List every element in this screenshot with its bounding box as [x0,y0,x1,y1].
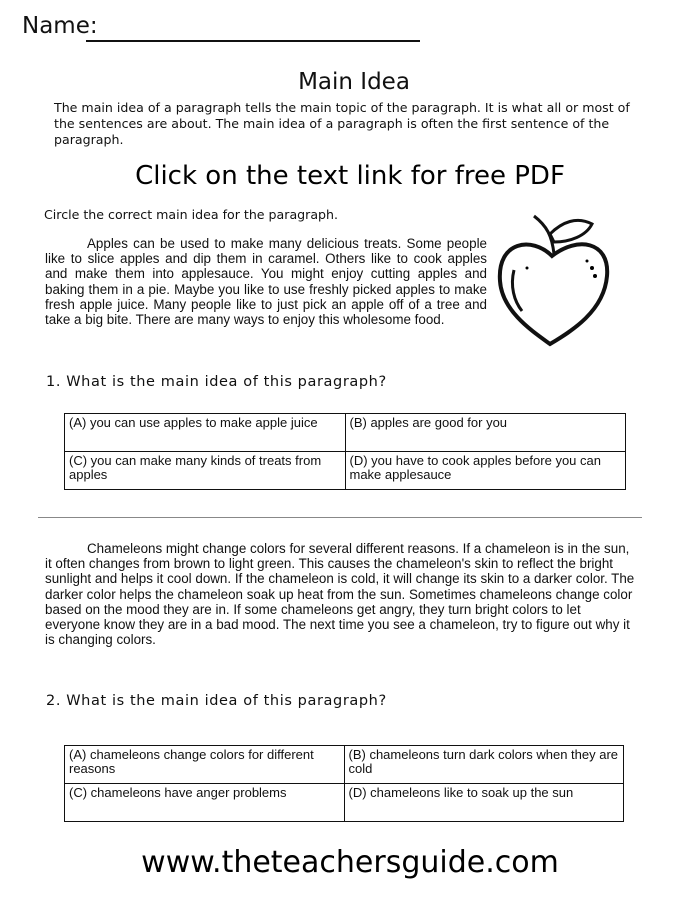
option-b[interactable]: (B) chameleons turn dark colors when they are cold [344,746,624,784]
instruction-text: Circle the correct main idea for the paragraph. [44,207,339,222]
option-c[interactable]: (C) chameleons have anger problems [65,784,345,822]
apple-illustration [492,206,622,351]
watermark-url[interactable]: www.theteachersguide.com [141,845,559,880]
watermark-link-text[interactable]: Click on the text link for free PDF [135,161,565,191]
question-1-options [64,413,626,490]
option-b[interactable]: (B) apples are good for you [345,414,626,452]
chameleon-passage: Chameleons might change colors for several different reasons. If a chameleon is in the sun, it often changes from brown to light green. This causes the chameleon's skin to reflect the bright sunlight and helps it cool down. If the chameleon is cold, it will change its skin to a darker color. The darker color helps the chameleon soak up heat from the sun. Sometimes chameleons change color based on the mood they are in. If some chameleons get angry, they turn bright colors to let everyone know they are in a bad mood. The next time you see a chameleon, try to figure out why it is changing colors. [45,541,635,648]
option-d[interactable]: (D) you have to cook apples before you can make applesauce [345,452,626,490]
question-2: 2. What is the main idea of this paragraph? [46,693,387,709]
option-a[interactable]: (A) chameleons change colors for different reasons [65,746,345,784]
question-2-options [64,745,624,822]
question-1: 1. What is the main idea of this paragraph? [46,374,387,390]
section-divider [38,517,642,518]
page-title: Main Idea [298,69,410,95]
apple-passage: Apples can be used to make many delicious treats. Some people like to slice apples and dip them in caramel. Others like to cook apples and make them into applesauce. You might enjoy cutting apples and baking them in a pie. Maybe you like to use freshly picked apples to make fresh apple juice. Many people like to just pick an apple off of a tree and take a big bite. There are many ways to enjoy this wholesome food. [45,236,487,328]
option-d[interactable]: (D) chameleons like to soak up the sun [344,784,624,822]
intro-text: The main idea of a paragraph tells the main topic of the paragraph. It is what all or most of the sentences are about. The main idea of a paragraph is often the first sentence of the paragraph. [54,100,630,147]
name-label: Name: [22,13,98,39]
name-input-line[interactable] [86,40,420,42]
option-c[interactable]: (C) you can make many kinds of treats from apples [65,452,346,490]
option-a[interactable]: (A) you can use apples to make apple juice [65,414,346,452]
